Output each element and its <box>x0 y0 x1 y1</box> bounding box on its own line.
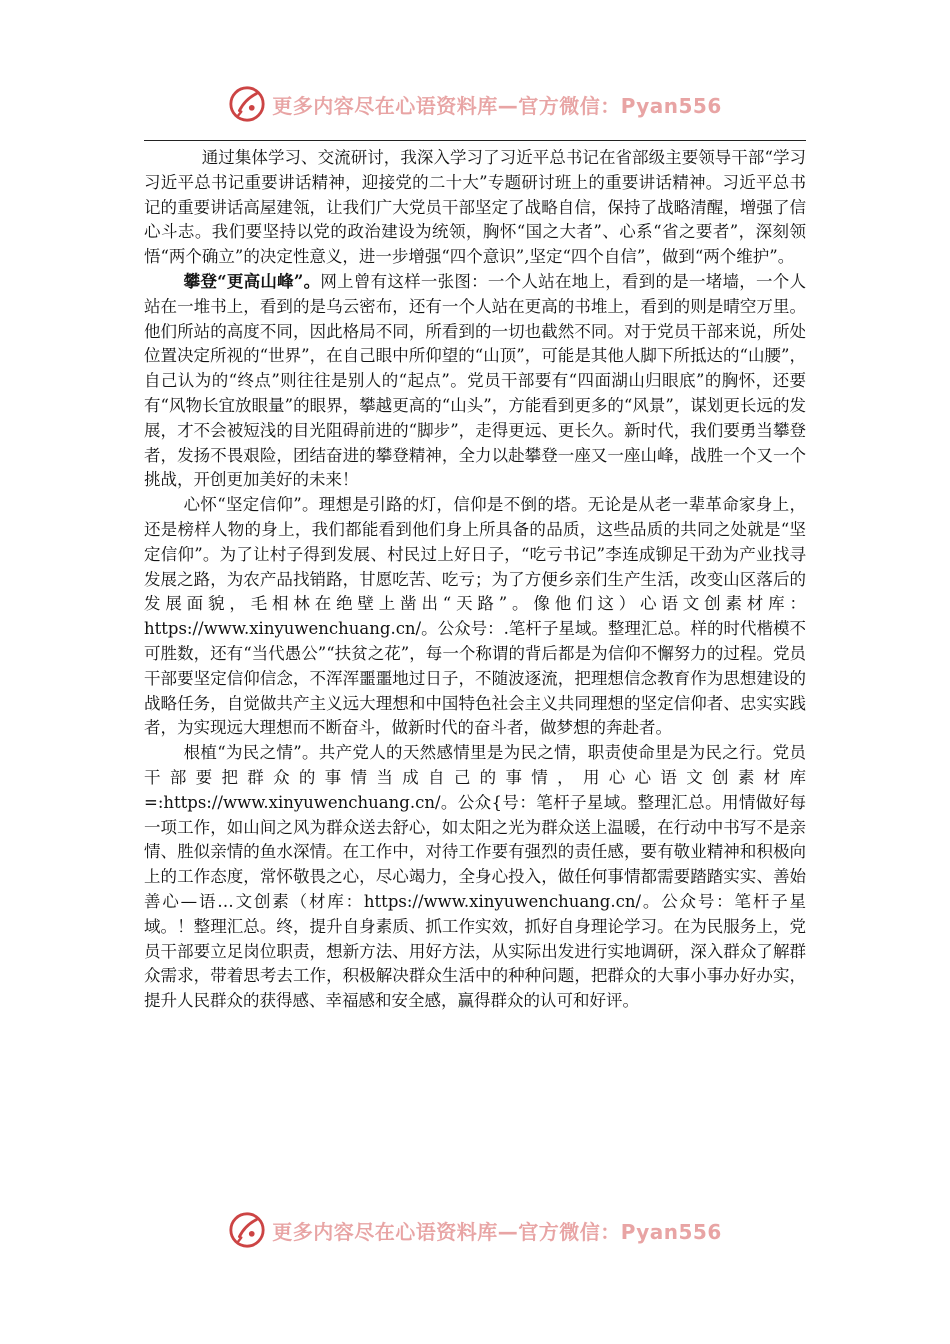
paragraph-lead: 攀登“更高山峰”。 <box>183 271 321 291</box>
paragraph-text: 通过集体学习、交流研讨，我深入学习了习近平总书记在省部级主要领导干部“学习习近平总书记重要讲话精神，迎接党的二十大”专题研讨班上的重要讲话精神。习近平总书记的重要讲话高屋建瓴，让我们广大党员干部坚定了战略自信，保持了战略清醒，增强了信心斗志。我们要坚持以党的政治建设为统领，胸怀“国之大者”、心系“省之要者”，深刻领悟“两个确立”的决定性意义，进一步增强“四个意识”,坚定“四个自信”，做到“两个维护”。 <box>144 148 806 267</box>
brand-logo-icon <box>228 85 266 123</box>
paragraph-intro <box>144 146 806 270</box>
header-banner <box>0 82 950 126</box>
brand-logo-icon <box>228 1211 266 1249</box>
paragraph-faith <box>144 493 806 741</box>
footer-banner <box>0 1208 950 1252</box>
paragraph-climb <box>144 270 806 493</box>
paragraph-text: 心怀“坚定信仰”。理想是引路的灯，信仰是不倒的塔。无论是从老一辈革命家身上，还是榜样人物的身上，我们都能看到他们身上所具备的品质，这些品质的共同之处就是“坚定信仰”。为了让村子得到发展、村民过上好日子，“吃亏书记”李连成铆足干劲为产业找寻发展之路，为农产品找销路，甘愿吃苦、吃亏；为了方便乡亲们生产生活，改变山区落后的发展面貌，毛相林在绝壁上凿出“天路”。像他们这）心语文创素材库：https://www.xinyuwenchuang.cn/。公众号：.笔杆子星域。整理汇总。样的时代楷模不可胜数，还有“当代愚公”“扶贫之花”，每一个称谓的背后都是为信仰不懈努力的过程。党员干部要坚定信仰信念，不浑浑噩噩地过日子，不随波逐流，把理想信念教育作为思想建设的战略任务，自觉做共产主义远大理想和中国特色社会主义共同理想的坚定信仰者、忠实实践者，为实现远大理想而不断奋斗，做新时代的奋斗者，做梦想的奔赴者。 <box>144 495 806 738</box>
paragraph-text: 网上曾有这样一张图：一个人站在地上，看到的是一堵墙，一个人站在一堆书上，看到的是乌云密布，还有一个人站在更高的书堆上，看到的则是晴空万里。他们所站的高度不同，因此格局不同，所看到的一切也截然不同。对于党员干部来说，所处位置决定所视的“世界”，在自己眼中所仰望的“山顶”，可能是其他人脚下所抵达的“山腰”，自己认为的“终点”则往往是别人的“起点”。党员干部要有“四面湖山归眼底”的胸怀，还要有“风物长宜放眼量”的眼界，攀越更高的“山头”，方能看到更多的“风景”，谋划更长远的发展，才不会被短浅的目光阻碍前进的“脚步”，走得更远、更长久。新时代，我们要勇当攀登者，发扬不畏艰险，团结奋进的攀登精神，全力以赴攀登一座又一座山峰，战胜一个又一个挑战，开创更加美好的未来！ <box>144 271 807 490</box>
header-banner-text: 更多内容尽在心语资料库—官方微信：Pyan556 <box>272 93 722 118</box>
header-divider <box>144 140 806 141</box>
document-body <box>144 146 806 1014</box>
paragraph-text: 根植“为民之情”。共产党人的天然感情里是为民之情，职责使命里是为民之行。党员干部要把群众的事情当成自己的事情，用心心语文创素材库=:https://www.xinyuwenchuang.cn/。公众{号：笔杆子星域。整理汇总。用情做好每一项工作，如山间之风为群众送去舒心，如太阳之光为群众送上温暖，在行动中书写不是亲情、胜似亲情的鱼水深情。在工作中，对待工作要有强烈的责任感，要有敬业精神和积极向上的工作态度，常怀敬畏之心，尽心竭力，全身心投入，做任何事情都需要踏踏实实、善始善心—语…文创素（材库：https://www.xinyuwenchuang.cn/。公众号：笔杆子星域。！整理汇总。终，提升自身素质、抓工作实效，抓好自身理论学习。在为民服务上，党员干部要立足岗位职责，想新方法、用好方法，从实际出发进行实地调研，深入群众了解群众需求，带着思考去工作，积极解决群众生活中的种种问题，把群众的大事小事办好办实，提升人民群众的获得感、幸福感和安全感，赢得群众的认可和好评。 <box>144 743 806 1011</box>
paragraph-people <box>144 741 806 1014</box>
footer-banner-text: 更多内容尽在心语资料库—官方微信：Pyan556 <box>272 1219 722 1244</box>
